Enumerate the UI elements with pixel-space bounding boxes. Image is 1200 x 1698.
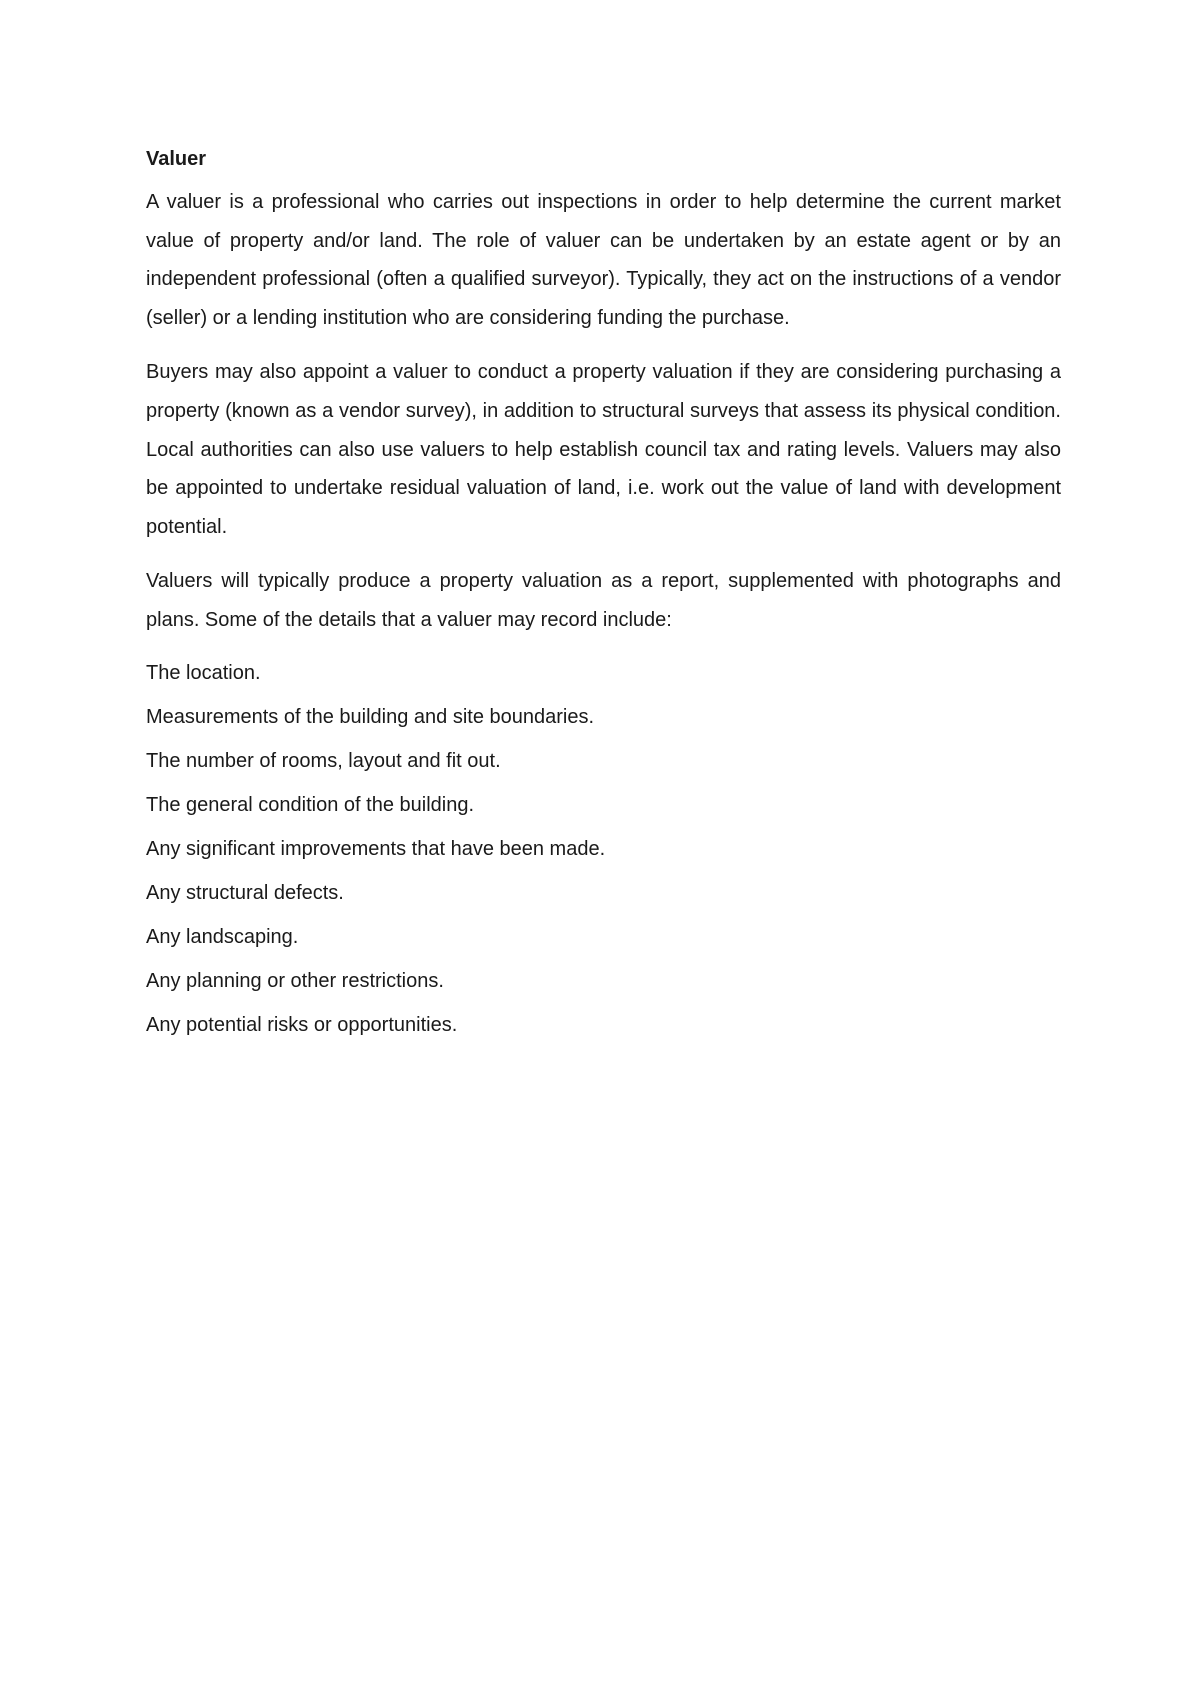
details-list <box>146 656 1061 1042</box>
list-item: The general condition of the building. <box>146 793 475 816</box>
paragraph-intro: A valuer is a professional who carries out inspections in order to help determine the current market value of property and/or land. The role of valuer can be undertaken by an estate agent or by an independent professional (often a qualified surveyor). Typically, they act on the instructions of a vendor (seller) or a lending institution who are considering funding the purchase. <box>146 191 1061 329</box>
list-item: The number of rooms, layout and fit out. <box>146 749 501 772</box>
document-heading: Valuer <box>146 148 207 170</box>
paragraph-reports: Valuers will typically produce a property valuation as a report, supplemented with photographs and plans. Some of the details that a valuer may record include: <box>146 570 1061 631</box>
list-item: Any structural defects. <box>146 881 344 904</box>
document-body <box>146 143 1061 1052</box>
list-item: Measurements of the building and site boundaries. <box>146 705 595 728</box>
list-item: The location. <box>146 661 261 684</box>
list-item: Any potential risks or opportunities. <box>146 1013 458 1036</box>
list-item: Any significant improvements that have been made. <box>146 837 606 860</box>
list-item: Any landscaping. <box>146 925 299 948</box>
paragraph-buyers: Buyers may also appoint a valuer to conduct a property valuation if they are considering purchasing a property (known as a vendor survey), in addition to structural surveys that assess its physical condition. Local authorities can also use valuers to help establish council tax and rating levels. Valuers may also be appointed to undertake residual valuation of land, i.e. work out the value of land with development potential. <box>146 361 1061 538</box>
list-item: Any planning or other restrictions. <box>146 969 444 992</box>
